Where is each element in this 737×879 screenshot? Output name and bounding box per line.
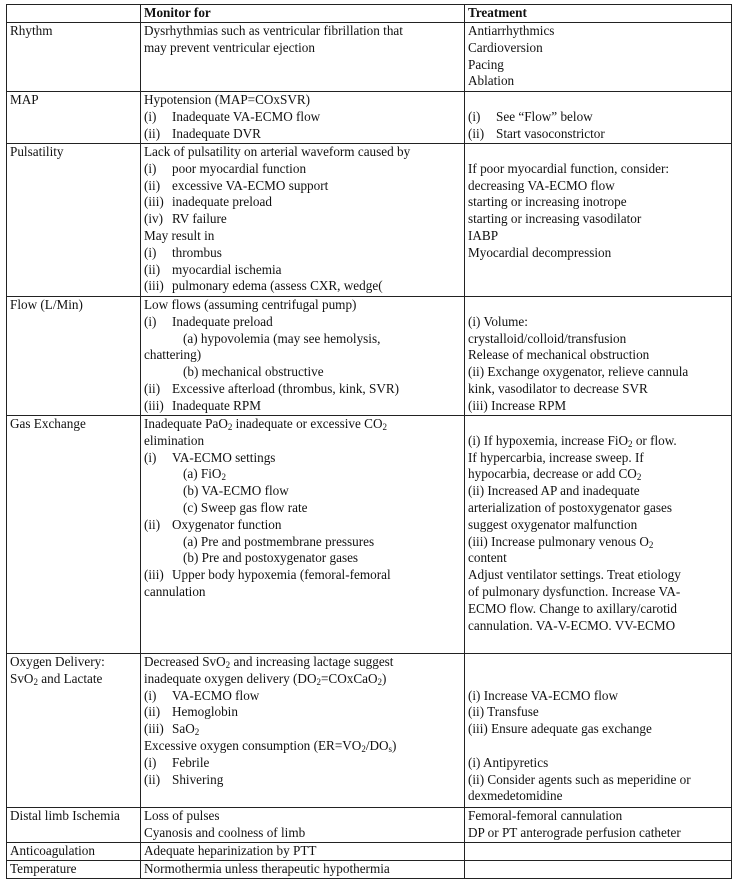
treatment-line: Cardioversion (468, 39, 543, 55)
monitor-flow (141, 297, 465, 416)
subscript: 2 (382, 422, 387, 432)
text-part: (iii) Increase pulmonary venous O (468, 533, 649, 549)
item-number: (ii) (468, 125, 485, 141)
treatment-gas-exchange (465, 416, 732, 654)
monitor-line (144, 314, 461, 331)
item-text: excessive VA-ECMO support (172, 177, 329, 193)
monitor-anticoagulation (141, 843, 465, 861)
treatment-line: If poor myocardial function, consider: (468, 160, 670, 176)
item-number: (ii) (144, 380, 161, 396)
treatment-line: If hypercarbia, increase sweep. If (468, 449, 644, 465)
monitor-oxygen-delivery (141, 654, 465, 808)
text-part: =COxCaO (320, 670, 378, 686)
monitor-line: cannulation (144, 583, 206, 599)
item-text: Hemoglobin (172, 704, 238, 720)
item-number: (ii) (144, 516, 161, 532)
monitor-line (144, 245, 461, 262)
monitor-line: (b) Pre and postoxygenator gases (183, 550, 359, 566)
treatment-line: starting or increasing inotrope (468, 194, 627, 210)
item-text: Inadequate VA-ECMO flow (172, 108, 321, 124)
monitor-line (144, 450, 461, 467)
table-row-flow (7, 297, 732, 416)
text-part: hypocarbia, decrease or add CO (468, 466, 637, 482)
monitor-line (144, 567, 461, 584)
label-text: Anticoagulation (10, 843, 95, 858)
item-text: Shivering (172, 771, 224, 787)
subscript: 2 (225, 660, 231, 670)
treatment-line: (i) Increase VA-ECMO flow (468, 687, 619, 703)
item-number: (ii) (144, 771, 161, 787)
ecmo-monitoring-table (6, 4, 732, 879)
monitor-line: Cyanosis and coolness of limb (144, 824, 306, 840)
item-number: (ii) (144, 125, 161, 141)
header-monitor-for: Monitor for (141, 5, 465, 23)
monitor-line (144, 704, 461, 721)
item-text: thrombus (172, 244, 222, 260)
label-text: Oxygen Delivery: (10, 654, 105, 669)
item-text: pulmonary edema (assess CXR, wedge( (172, 278, 383, 294)
treatment-line: (iii) Ensure adequate gas exchange (468, 721, 652, 737)
treatment-line: content (468, 550, 507, 566)
item-text: poor myocardial function (172, 160, 307, 176)
subscript: 2 (221, 472, 226, 483)
row-label-pulsatility (7, 144, 141, 297)
text-part: (i) If hypoxemia, increase FiO (468, 432, 629, 448)
monitor-line (144, 109, 461, 126)
label-text: MAP (10, 92, 39, 107)
monitor-line: (b) VA-ECMO flow (183, 483, 289, 499)
item-text: SaO (172, 721, 195, 737)
treatment-line: crystalloid/colloid/transfusion (468, 330, 627, 346)
item-text: VA-ECMO flow (172, 687, 260, 703)
table-row-temperature (7, 861, 732, 879)
header-row (7, 5, 732, 23)
header-parameter (7, 5, 141, 23)
item-number: (iii) (144, 721, 164, 737)
treatment-line: (ii) Consider agents such as meperidine or (468, 771, 691, 787)
item-number: (i) (468, 108, 481, 124)
item-text: myocardial ischemia (172, 261, 282, 277)
item-number: (i) (144, 449, 157, 465)
text-part: and increasing lactage suggest (230, 654, 394, 669)
item-text: VA-ECMO settings (172, 449, 276, 465)
monitor-line: Loss of pulses (144, 808, 220, 823)
text-part: SvO (10, 670, 34, 686)
monitor-line (144, 194, 461, 211)
treatment-line: Pacing (468, 56, 504, 72)
treatment-distal-limb (465, 808, 732, 843)
item-text: Excessive afterload (thrombus, kink, SVR) (172, 380, 400, 396)
item-number: (iii) (144, 194, 164, 210)
subscript: s (388, 743, 393, 754)
text-part: ) (382, 670, 387, 686)
table-row-rhythm (7, 23, 732, 92)
treatment-line: Release of mechanical obstruction (468, 347, 650, 363)
item-text: RV failure (172, 211, 227, 227)
monitor-temperature (141, 861, 465, 879)
monitor-line: Lack of pulsatility on arterial waveform caused by (144, 144, 411, 159)
table-row-gas-exchange (7, 416, 732, 654)
treatment-line (468, 109, 728, 126)
treatment-line: (ii) Transfuse (468, 704, 539, 720)
table-row-anticoagulation (7, 843, 732, 861)
monitor-line: Low flows (assuming centrifugal pump) (144, 297, 357, 312)
treatment-line (468, 466, 728, 483)
treatment-line: decreasing VA-ECMO flow (468, 177, 615, 193)
monitor-line (144, 755, 461, 772)
table-row-distal-limb-ischemia (7, 808, 732, 843)
monitor-line: Hypotension (MAP=COxSVR) (144, 92, 311, 107)
row-label-map (7, 92, 141, 144)
treatment-line: starting or increasing vasodilator (468, 211, 642, 227)
treatment-rhythm (465, 23, 732, 92)
row-label-rhythm (7, 23, 141, 92)
monitor-line (144, 398, 461, 415)
monitor-line: Adequate heparinization by PTT (144, 843, 317, 858)
label-text: Temperature (10, 861, 77, 876)
row-label-anticoagulation (7, 843, 141, 861)
monitor-line: (c) Sweep gas flow rate (183, 499, 308, 515)
treatment-line: Antiarrhythmics (468, 23, 555, 38)
text-part: ) (392, 737, 397, 753)
monitor-line: May result in (144, 227, 215, 243)
treatment-line: of pulmonary dysfunction. Increase VA- (468, 583, 681, 599)
treatment-line: (iii) Increase RPM (468, 397, 567, 413)
item-text: Febrile (172, 754, 210, 770)
treatment-line: suggest oxygenator malfunction (468, 516, 638, 532)
subscript: 2 (227, 422, 233, 432)
item-text: Inadequate RPM (172, 397, 261, 413)
item-text: inadequate preload (172, 194, 272, 210)
treatment-line: arterialization of postoxygenator gases (468, 499, 672, 515)
table-row-map (7, 92, 732, 144)
item-number: (i) (144, 244, 157, 260)
treatment-line (468, 126, 728, 143)
item-text: Start vasoconstrictor (496, 125, 605, 141)
treatment-line: dexmedetomidine (468, 788, 563, 804)
monitor-line: elimination (144, 432, 205, 448)
monitor-line (144, 178, 461, 195)
subscript: 2 (33, 676, 38, 687)
monitor-line (144, 738, 461, 755)
item-number: (ii) (144, 177, 161, 193)
item-number: (i) (144, 687, 157, 703)
subscript: 2 (628, 438, 633, 449)
monitor-line (144, 381, 461, 398)
treatment-line: Femoral-femoral cannulation (468, 808, 623, 823)
row-label-distal-limb (7, 808, 141, 843)
treatment-line (468, 534, 728, 551)
row-label-oxygen-delivery (7, 654, 141, 808)
treatment-line: DP or PT anterograde perfusion catheter (468, 824, 681, 840)
text-part: Decreased SvO (144, 654, 226, 669)
monitor-line: (b) mechanical obstructive (183, 364, 324, 380)
item-text: Inadequate DVR (172, 125, 261, 141)
item-number: (iv) (144, 211, 164, 227)
item-number: (ii) (144, 704, 161, 720)
monitor-line (144, 161, 461, 178)
label-text (10, 671, 137, 688)
monitor-map (141, 92, 465, 144)
treatment-line: cannulation. VA-V-ECMO. VV-ECMO (468, 617, 676, 633)
item-text: Oxygenator function (172, 516, 282, 532)
treatment-flow (465, 297, 732, 416)
monitor-line (144, 772, 461, 789)
row-label-temperature (7, 861, 141, 879)
treatment-line: (ii) Increased AP and inadequate (468, 483, 640, 499)
monitor-line: Dysrhythmias such as ventricular fibrillation that (144, 23, 403, 38)
monitor-line (144, 126, 461, 143)
subscript: 2 (377, 676, 383, 687)
monitor-line (144, 278, 461, 295)
text-part: and Lactate (37, 670, 103, 686)
text-part: Inadequate PaO (144, 416, 228, 431)
monitor-rhythm (141, 23, 465, 92)
text-part: Excessive oxygen consumption (ER=VO (144, 737, 362, 753)
monitor-line: Normothermia unless therapeutic hypothermia (144, 861, 390, 876)
monitor-line (144, 211, 461, 228)
treatment-line: Adjust ventilator settings. Treat etiology (468, 567, 681, 583)
item-number: (iii) (144, 567, 164, 583)
header-treatment: Treatment (465, 5, 732, 23)
row-label-gas-exchange (7, 416, 141, 654)
treatment-line: IABP (468, 227, 499, 243)
item-number: (i) (144, 160, 157, 176)
item-text: Inadequate preload (172, 313, 273, 329)
treatment-line: (i) Volume: (468, 313, 528, 329)
item-number: (i) (144, 108, 157, 124)
item-number: (iii) (144, 397, 164, 413)
label-text: Flow (L/Min) (10, 297, 83, 312)
item-number: (iii) (144, 278, 164, 294)
label-text: Gas Exchange (10, 416, 86, 431)
monitor-line (144, 654, 461, 671)
treatment-pulsatility (465, 144, 732, 297)
item-text: Upper body hypoxemia (femoral-femoral (172, 567, 391, 583)
text-part: (a) FiO (183, 466, 222, 482)
treatment-line: (i) Antipyretics (468, 754, 549, 770)
text-part: or flow. (632, 432, 677, 448)
item-number: (i) (144, 313, 157, 329)
treatment-anticoagulation (465, 843, 732, 861)
treatment-line: kink, vasodilator to decrease SVR (468, 380, 648, 396)
row-label-flow (7, 297, 141, 416)
table-row-oxygen-delivery (7, 654, 732, 808)
subscript: 2 (194, 727, 200, 738)
treatment-line: (ii) Exchange oxygenator, relieve cannula (468, 364, 689, 380)
treatment-temperature (465, 861, 732, 879)
monitor-line (144, 262, 461, 279)
monitor-line: (a) Pre and postmembrane pressures (183, 533, 375, 549)
treatment-line: Myocardial decompression (468, 244, 612, 260)
monitor-line: (a) hypovolemia (may see hemolysis, (183, 330, 381, 346)
label-text: Rhythm (10, 23, 53, 38)
monitor-line (144, 416, 461, 433)
monitor-line (144, 517, 461, 534)
subscript: 2 (361, 743, 366, 754)
monitor-pulsatility (141, 144, 465, 297)
treatment-line (468, 433, 728, 450)
monitor-line (144, 466, 461, 483)
monitor-distal-limb (141, 808, 465, 843)
monitor-line: may prevent ventricular ejection (144, 39, 315, 55)
item-number: (i) (144, 754, 157, 770)
treatment-map (465, 92, 732, 144)
label-text: Pulsatility (10, 144, 64, 159)
monitor-line (144, 721, 461, 738)
text-part: /DO (365, 737, 389, 753)
treatment-oxygen-delivery (465, 654, 732, 808)
text-part: inadequate or excessive CO (232, 416, 383, 431)
treatment-line: ECMO flow. Change to axillary/carotid (468, 600, 677, 616)
subscript: 2 (636, 472, 642, 483)
subscript: 2 (316, 676, 321, 687)
monitor-gas-exchange (141, 416, 465, 654)
item-text: See “Flow” below (496, 108, 593, 124)
label-text: Distal limb Ischemia (10, 808, 120, 823)
treatment-line: Ablation (468, 73, 515, 89)
table-row-pulsatility (7, 144, 732, 297)
monitor-line (144, 688, 461, 705)
monitor-line: chattering) (144, 347, 202, 363)
item-number: (ii) (144, 261, 161, 277)
text-part: inadequate oxygen delivery (DO (144, 670, 317, 686)
monitor-line (144, 671, 461, 688)
subscript: 2 (648, 539, 654, 550)
